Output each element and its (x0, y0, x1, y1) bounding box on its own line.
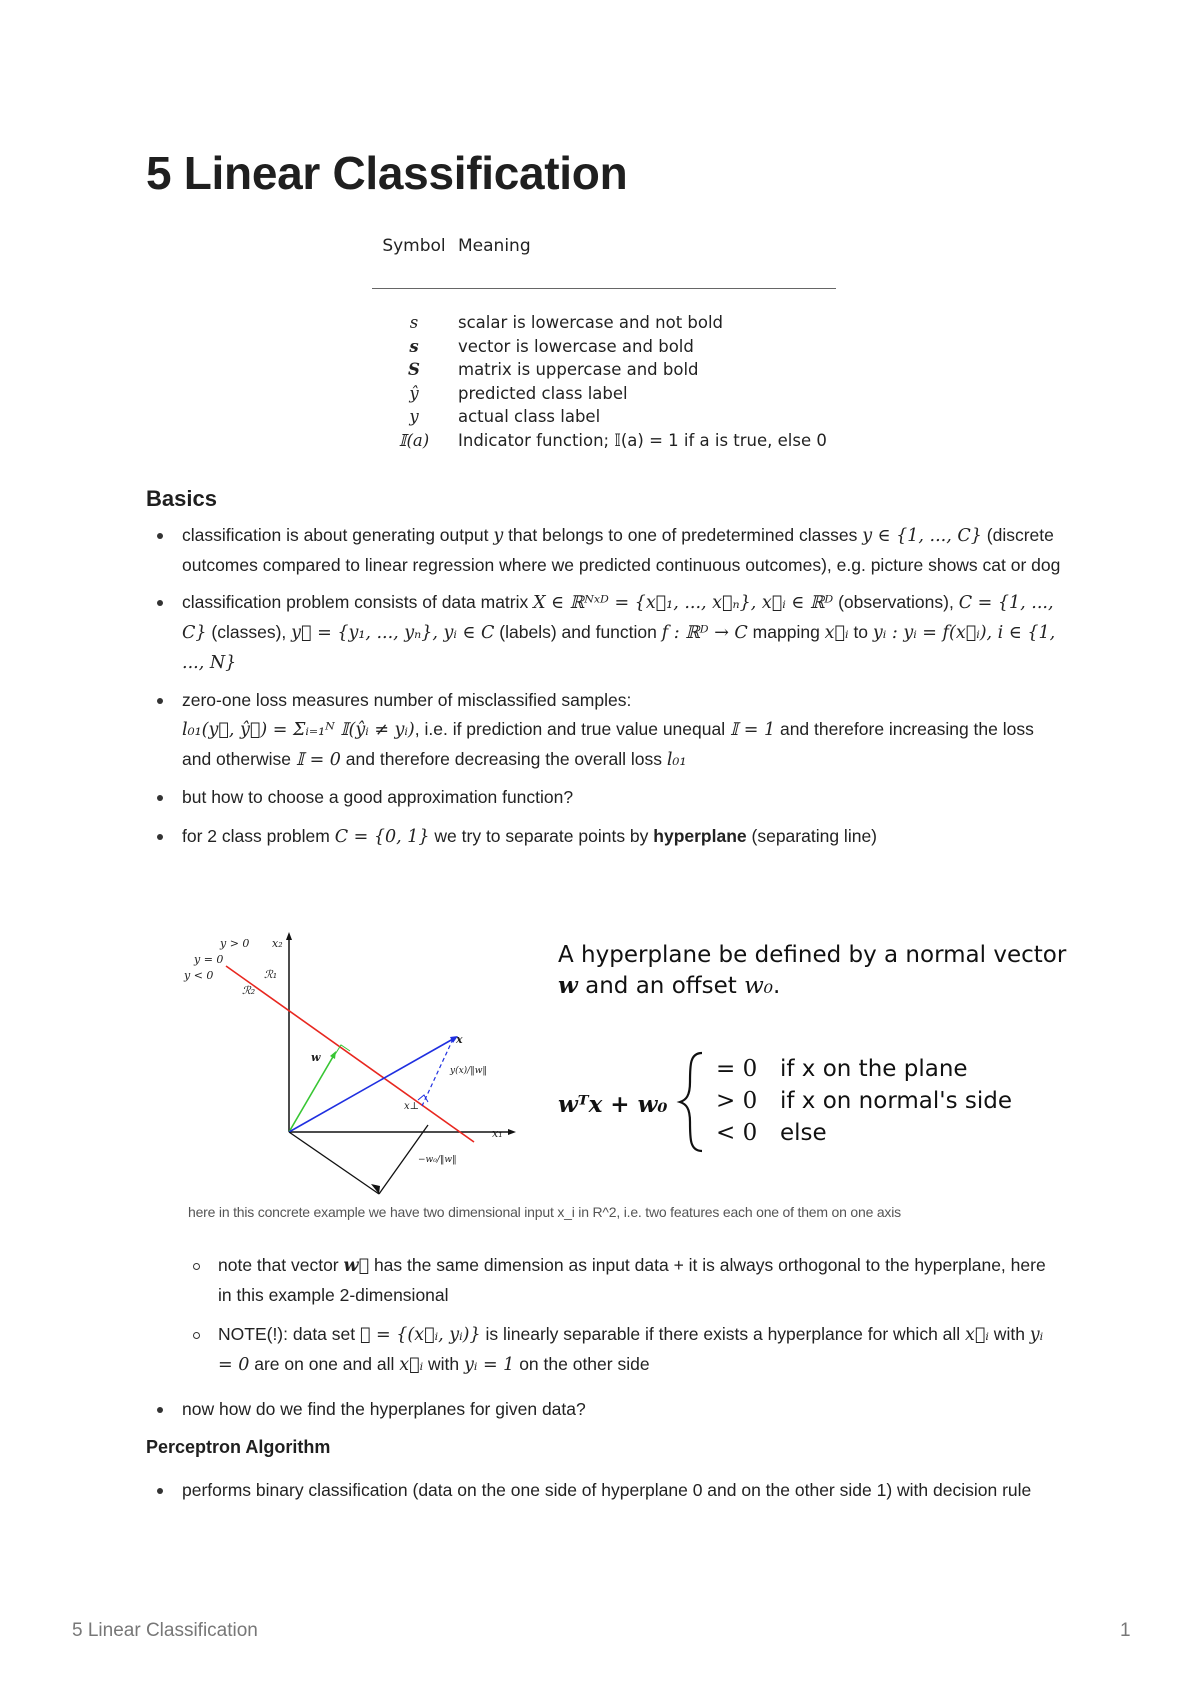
text: for 2 class problem (182, 826, 335, 846)
math: 𝕀 = 0 (295, 750, 341, 770)
x1-axis-arrow-icon (508, 1129, 516, 1135)
case-text-2: else (780, 1120, 827, 1146)
math: C = {0, 1} (334, 827, 430, 847)
math: l₀₁(y⃗, ŷ⃗) = Σᵢ₌₁ᴺ 𝕀(ŷᵢ ≠ yᵢ) (182, 720, 415, 740)
text: (classes), (206, 622, 292, 642)
x2-axis-arrow-icon (286, 932, 292, 940)
section-heading-basics: Basics (146, 486, 217, 511)
table-row (372, 335, 836, 359)
text: (labels) and function (494, 622, 662, 642)
label-x-perp: x⊥ (404, 1101, 420, 1112)
list-item (146, 521, 1066, 580)
math: x⃗ᵢ (824, 623, 849, 643)
hyperplane-diagram (178, 932, 1068, 1202)
text: on the other side (514, 1354, 650, 1374)
text: that belongs to one of predetermined classes (503, 525, 863, 545)
math: f : ℝᴰ → C (661, 623, 748, 643)
math: X ∈ ℝᴺˣᴰ = {x⃗₁, ..., x⃗ₙ}, x⃗ᵢ ∈ ℝᴰ (533, 593, 834, 613)
text: is linearly separable if there exists a hyperplance for which all (480, 1324, 966, 1344)
math: C = {1, ..., C} (182, 593, 1054, 643)
label-w: w (311, 1051, 321, 1064)
section-heading-perceptron: Perceptron Algorithm (146, 1437, 331, 1457)
hyperplane-figure (178, 932, 1068, 1202)
label-y-eq: y = 0 (194, 953, 224, 966)
hyperplane-line (226, 966, 474, 1142)
math: yᵢ = 0 (218, 1325, 1044, 1375)
list-item (146, 588, 1066, 678)
figure-text-line1: A hyperplane be defined by a normal vector (558, 942, 1067, 968)
math: yᵢ = 1 (463, 1355, 515, 1375)
math: w⃗ (343, 1256, 370, 1276)
symbol-header: Symbol (382, 236, 446, 256)
text: to (848, 622, 873, 642)
text: with (988, 1324, 1030, 1344)
offset-line-a (289, 1132, 379, 1194)
symbol-table-header (372, 236, 836, 266)
label-y-gt: y > 0 (220, 937, 250, 950)
case-cond-0: = 0 (716, 1056, 758, 1082)
math: l₀₁ (666, 750, 687, 770)
figure-text-w0: w₀ (744, 973, 773, 999)
meaning-cell: vector is lowercase and bold (458, 336, 694, 356)
right-angle-mark (334, 1045, 350, 1056)
page-number: 1 (1120, 1620, 1131, 1641)
case-cond-2: < 0 (716, 1120, 758, 1146)
table-row (372, 429, 836, 453)
text: , i.e. if prediction and true value unequal (414, 719, 730, 739)
basics-list-continued (146, 1395, 1066, 1424)
text: but how to choose a good approximation function? (182, 787, 574, 807)
math: yᵢ : yᵢ = f(x⃗ᵢ), i ∈ {1, ..., N} (182, 623, 1056, 673)
text: (separating line) (746, 826, 878, 846)
text: mapping (747, 622, 825, 642)
table-row (372, 405, 836, 429)
table-row (372, 358, 836, 382)
meaning-cell: Indicator function; 𝕀(a) = 1 if a is true, else 0 (458, 430, 827, 450)
text: and therefore increasing the loss and otherwise (182, 719, 1034, 769)
text: with (423, 1354, 464, 1374)
label-r1: ℛ₁ (264, 968, 278, 981)
table-row (372, 382, 836, 406)
symbol-table (372, 236, 836, 453)
meaning-cell: matrix is uppercase and bold (458, 360, 699, 380)
text: performs binary classification (data on the one side of hyperplane 0 and on the other side 1) with decision rule (182, 1480, 1032, 1500)
math: x⃗ᵢ (965, 1325, 989, 1345)
text: classification problem consists of data matrix (182, 592, 534, 612)
math: y⃗ = {y₁, ..., yₙ}, yᵢ ∈ C (291, 623, 495, 643)
text: we try to separate points by (429, 826, 654, 846)
meaning-cell: actual class label (458, 407, 601, 427)
figure-text-period: . (773, 973, 781, 999)
cases-brace (680, 1053, 702, 1151)
sub-list (182, 1251, 1062, 1380)
math: y ∈ {1, ..., C} (862, 526, 982, 546)
math: y (493, 526, 504, 546)
keyword: hyperplane (653, 826, 747, 846)
text: are on one and all (249, 1354, 400, 1374)
symbol-cell: 𝕀(a) (398, 430, 430, 450)
figure-caption: here in this concrete example we have two dimensional input x_i in R^2, i.e. two features each one of them on one axis (188, 1204, 901, 1220)
figure-text-w: w (558, 972, 578, 999)
meaning-cell: predicted class label (458, 383, 628, 403)
text: now how do we find the hyperplanes for given data? (182, 1399, 586, 1419)
math: x⃗ᵢ (399, 1355, 424, 1375)
text: zero-one loss measures number of misclassified samples: (182, 690, 632, 710)
basics-list (146, 521, 1066, 852)
symbol-cell: s (409, 313, 419, 332)
perceptron-list (146, 1476, 1066, 1505)
normal-vector-w (289, 1055, 334, 1132)
label-x: x (456, 1033, 463, 1046)
figure-text-mid: and an offset (577, 973, 745, 999)
equation-lhs: wᵀx + w₀ (558, 1091, 668, 1118)
text: has the same dimension as input data + it is always orthogonal to the hyperplane, here in this example 2-dimensional (218, 1255, 1046, 1305)
table-row (372, 311, 836, 335)
table-rule (372, 288, 836, 289)
distance-line (422, 1039, 453, 1106)
symbol-cell: y (409, 407, 419, 427)
text: classification is about generating output (182, 525, 494, 545)
meaning-header: Meaning (458, 236, 531, 256)
list-item (146, 686, 1066, 775)
case-cond-1: > 0 (716, 1088, 758, 1114)
label-r2: ℛ₂ (242, 984, 256, 997)
footer-title: 5 Linear Classification (72, 1620, 258, 1641)
list-item (182, 1251, 1062, 1310)
label-distance: y(x)/‖w‖ (450, 1066, 487, 1076)
case-text-0: if x on the plane (780, 1056, 968, 1082)
page-title: 5 Linear Classification (146, 147, 628, 199)
figure-text-line2 (558, 972, 780, 999)
math: 𝕀 = 1 (729, 720, 776, 740)
symbol-cell: ŷ (409, 383, 419, 403)
right-angle-mark (418, 1095, 428, 1102)
label-x2: x₂ (272, 937, 283, 950)
list-item (146, 1476, 1066, 1505)
text: (observations), (833, 592, 959, 612)
label-x1: x₁ (492, 1127, 503, 1140)
list-item (146, 822, 1066, 852)
text: note that vector (218, 1255, 344, 1275)
label-y-lt: y < 0 (184, 969, 214, 982)
list-item (146, 783, 1066, 812)
case-text-1: if x on normal's side (780, 1088, 1013, 1114)
list-item (146, 1395, 1066, 1424)
symbol-cell: S (408, 360, 420, 380)
label-offset: −w₀/‖w‖ (418, 1155, 457, 1165)
meaning-cell: scalar is lowercase and not bold (458, 313, 724, 332)
text: NOTE(!): data set (218, 1324, 360, 1344)
list-item (182, 1320, 1062, 1380)
text: and therefore decreasing the overall loss (340, 749, 667, 769)
text: (discrete outcomes compared to linear regression where we predicted continuous outcomes), e.g. picture shows cat or dog (182, 525, 1061, 575)
math: 𝒟 = {(x⃗ᵢ, yᵢ)} (359, 1325, 481, 1345)
symbol-cell: s (409, 336, 419, 356)
